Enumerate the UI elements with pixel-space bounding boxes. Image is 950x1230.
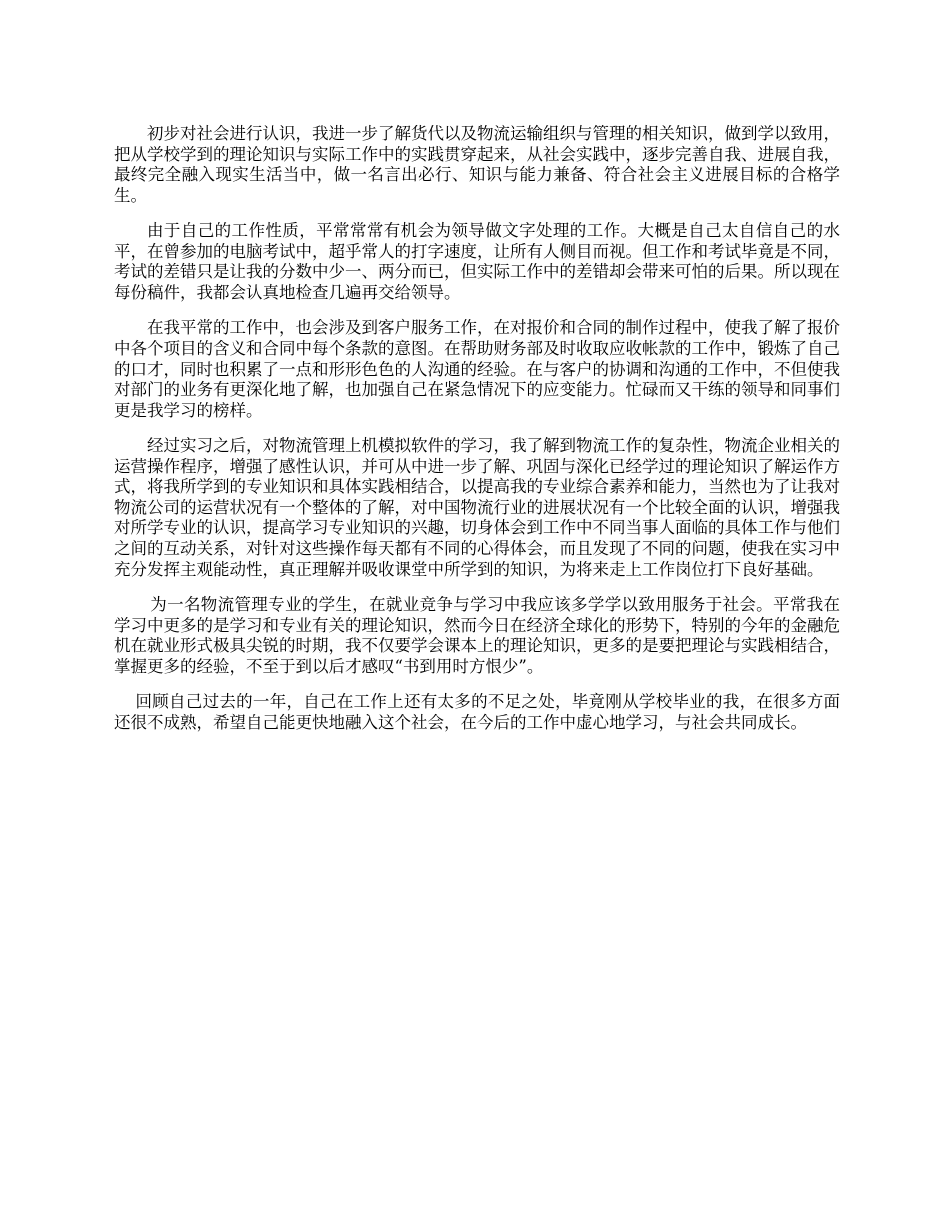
paragraph-5: 为一名物流管理专业的学生，在就业竞争与学习中我应该多学学以致用服务于社会。平常我在学习中更多的是学习和专业有关的理论知识，然而今日在经济全球化的形势下，特别的今年的金融危机在就业形式极具尖锐的时期，我不仅要学会课本上的理论知识，更多的是要把理论与实践相结合，掌握更多的经验，不至于到以后才感叹“书到用时方恨少”。 xyxy=(114,595,840,676)
paragraph-4: 经过实习之后，对物流管理上机模拟软件的学习，我了解到物流工作的复杂性，物流企业相关的运营操作程序，增强了感性认识，并可从中进一步了解、巩固与深化已经学过的理论知识了解运作方式，将我所学到的专业知识和具体实践相结合，以提高我的专业综合素养和能力，当然也为了让我对物流公司的运营状况有一个整体的了解，对中国物流行业的进展状况有一个比较全面的认识，增强我对所学专业的认识，提高学习专业知识的兴趣，切身体会到工作中不同当事人面临的具体工作与他们之间的互动关系，对针对这些操作每天都有不同的心得体会，而且发现了不同的问题，使我在实习中充分发挥主观能动性，真正理解并吸收课堂中所学到的知识，为将来走上工作岗位打下良好基础。 xyxy=(114,436,840,579)
paragraph-3: 在我平常的工作中，也会涉及到客户服务工作，在对报价和合同的制作过程中，使我了解了报价中各个项目的含义和合同中每个条款的意图。在帮助财务部及时收取应收帐款的工作中，锻炼了自己的口才，同时也积累了一点和形形色色的人沟通的经验。在与客户的协调和沟通的工作中，不但使我对部门的业务有更深化地了解，也加强自己在紧急情况下的应变能力。忙碌而又干练的领导和同事们更是我学习的榜样。 xyxy=(114,318,840,420)
paragraph-1: 初步对社会进行认识，我进一步了解货代以及物流运输组织与管理的相关知识，做到学以致用，把从学校学到的理论知识与实际工作中的实践贯穿起来，从社会实践中，逐步完善自我、进展自我，最终完全融入现实生活当中，做一名言出必行、知识与能力兼备、符合社会主义进展目标的合格学生。 xyxy=(114,124,840,205)
document-body xyxy=(114,124,840,748)
paragraph-2: 由于自己的工作性质，平常常常有机会为领导做文字处理的工作。大概是自己太自信自己的水平，在曾参加的电脑考试中，超乎常人的打字速度，让所有人侧目而视。但工作和考试毕竟是不同，考试的差错只是让我的分数中少一、两分而已，但实际工作中的差错却会带来可怕的后果。所以现在每份稿件，我都会认真地检查几遍再交给领导。 xyxy=(114,221,840,302)
paragraph-6: 回顾自己过去的一年，自己在工作上还有太多的不足之处，毕竟刚从学校毕业的我，在很多方面还很不成熟，希望自己能更快地融入这个社会，在今后的工作中虚心地学习，与社会共同成长。 xyxy=(114,692,840,732)
